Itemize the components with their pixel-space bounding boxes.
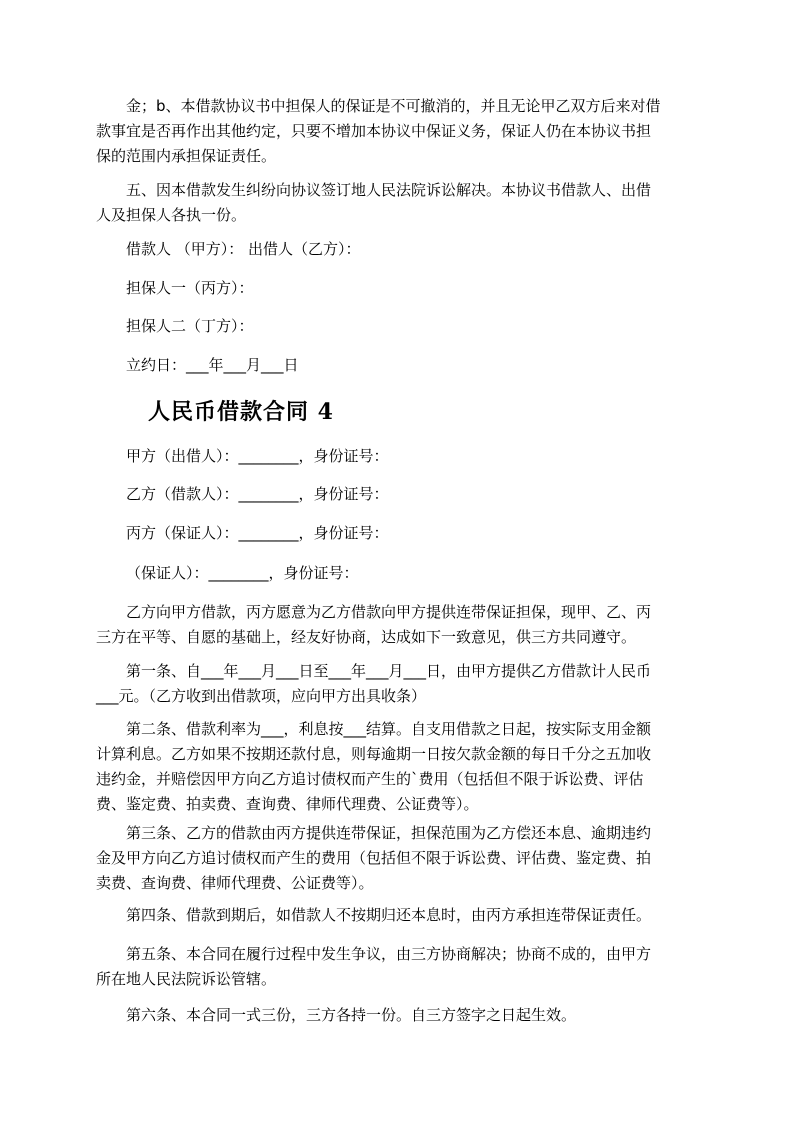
text-line: 丙方（保证人）：________，身份证号： xyxy=(126,524,389,542)
text-line: 款事宜是否再作出其他约定，只要不增加本协议中保证义务，保证人仍在本协议书担 xyxy=(96,122,652,140)
article-6 xyxy=(96,1003,696,1028)
text-line: 担保人二（丁方）： xyxy=(126,317,254,335)
text-line: ___元。（乙方收到出借款项，应向甲方出具收条） xyxy=(96,687,427,705)
text-line: 违约金，并赔偿因甲方向乙方追讨债权而产生的`费用（包括但不限于诉讼费、评估 xyxy=(96,770,644,788)
paragraph-intro xyxy=(96,600,696,650)
text-line: 卖费、查询费、律师代理费、公证费等）。 xyxy=(96,874,374,892)
signature-guarantor-2 xyxy=(96,314,696,339)
text-line: 第五条、本合同在履行过程中发生争议，由三方协商解决；协商不成的，由甲方 xyxy=(126,945,652,963)
text-line: 三方在平等、自愿的基础上，经友好协商，达成如下一致意见，供三方共同遵守。 xyxy=(96,628,637,646)
party-d xyxy=(96,561,696,586)
text-line: 第二条、借款利率为___，利息按___结算。自支用借款之日起，按实际支用金额 xyxy=(126,720,652,738)
contract-title: 人民币借款合同 4 xyxy=(148,399,334,425)
paragraph-dispute-resolution xyxy=(96,178,696,228)
signature-borrower-lender xyxy=(96,237,696,262)
text-line: 第六条、本合同一式三份，三方各持一份。自三方签字之日起生效。 xyxy=(126,1006,577,1024)
text-line: 乙方（借款人）：________，身份证号： xyxy=(126,485,389,503)
text-line: 第四条、借款到期后，如借款人不按期归还本息时，由丙方承担连带保证责任。 xyxy=(126,906,652,924)
paragraph-guarantee-irrevocable xyxy=(96,94,696,169)
article-3 xyxy=(96,821,696,896)
text-line: 乙方向甲方借款，丙方愿意为乙方借款向甲方提供连带保证担保，现甲、乙、丙 xyxy=(126,603,652,621)
text-line: 人及担保人各执一份。 xyxy=(96,206,247,224)
signature-date xyxy=(96,353,696,378)
party-a xyxy=(96,444,696,469)
party-b xyxy=(96,482,696,507)
article-5 xyxy=(96,942,696,992)
text-line: 立约日：___年___月___日 xyxy=(126,356,299,374)
party-c xyxy=(96,521,696,546)
signature-guarantor-1 xyxy=(96,276,696,301)
text-line: 所在地人民法院诉讼管辖。 xyxy=(96,970,277,988)
text-line: 金；b、本借款协议书中担保人的保证是不可撤消的，并且无论甲乙双方后来对借 xyxy=(126,97,661,115)
text-line: 计算利息。乙方如果不按期还款付息，则每逾期一日按欠款金额的每日千分之五加收 xyxy=(96,745,652,763)
text-line: 担保人一（丙方）： xyxy=(126,279,254,297)
text-line: （保证人）：________，身份证号： xyxy=(126,564,359,582)
text-line: 第三条、乙方的借款由丙方提供连带保证，担保范围为乙方偿还本息、逾期违约 xyxy=(126,824,652,842)
article-4 xyxy=(96,903,696,928)
text-line: 费、鉴定费、拍卖费、查询费、律师代理费、公证费等）。 xyxy=(96,795,479,813)
text-line: 借款人 （甲方）： 出借人（乙方）： xyxy=(126,240,361,258)
text-line: 金及甲方向乙方追讨债权而产生的费用（包括但不限于诉讼费、评估费、鉴定费、拍 xyxy=(96,849,652,867)
text-line: 甲方（出借人）：________，身份证号： xyxy=(126,447,389,465)
text-line: 保的范围内承担保证责任。 xyxy=(96,147,277,165)
article-2 xyxy=(96,717,696,817)
text-line: 第一条、自___年___月___日至___年___月___日，由甲方提供乙方借款计人民币 xyxy=(126,662,652,680)
article-1 xyxy=(96,659,696,709)
text-line: 五、因本借款发生纠纷向协议签订地人民法院诉讼解决。本协议书借款人、出借 xyxy=(126,181,652,199)
